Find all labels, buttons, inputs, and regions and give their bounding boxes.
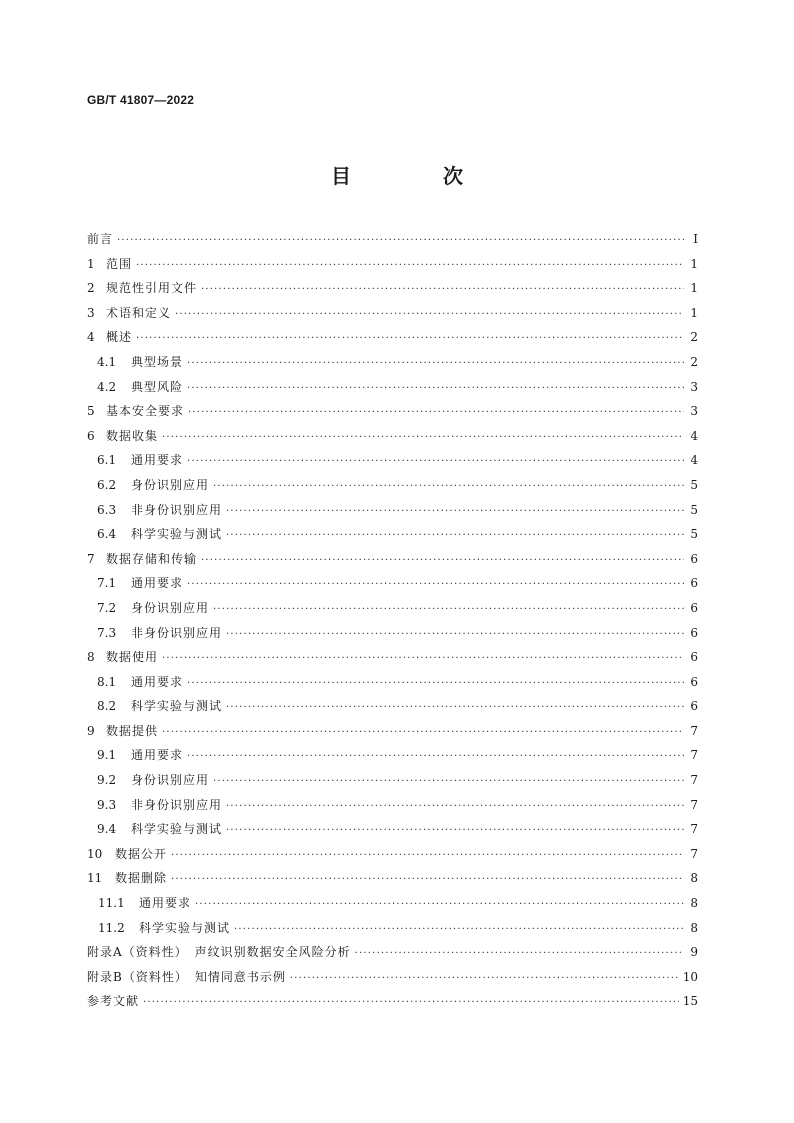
toc-entry-title: 数据提供 (106, 723, 159, 738)
toc-dot-leader (226, 623, 684, 648)
toc-entry-title: 通用要求 (131, 453, 184, 468)
toc-entry-number: 4.1 (97, 354, 117, 369)
standard-code-header: GB/T 41807—2022 (87, 93, 195, 107)
toc-entry-title: 数据删除 (115, 871, 168, 886)
toc-entry-page-number: 4 (690, 453, 698, 468)
toc-dot-leader (143, 991, 679, 1016)
toc-entry-number: 7.1 (97, 576, 117, 591)
toc-entry[interactable] (87, 350, 698, 375)
toc-entry-page-number: 3 (690, 379, 698, 394)
toc-entry-page-number: 6 (690, 551, 698, 566)
toc-entry-page-number: 6 (690, 650, 698, 665)
toc-entry[interactable] (87, 891, 698, 916)
toc-entry-page-number: 3 (690, 404, 698, 419)
toc-entry-page-number: 8 (690, 896, 698, 911)
toc-entry-page-number: 8 (690, 871, 698, 886)
toc-entry[interactable] (87, 743, 698, 768)
toc-entry-title: 科学实验与测试 (139, 920, 231, 935)
toc-entry[interactable] (87, 498, 698, 523)
toc-entry[interactable] (87, 645, 698, 670)
toc-entry-page-number: 1 (690, 256, 698, 271)
toc-entry-page-number: 6 (690, 600, 698, 615)
toc-entry-page-number: 6 (690, 576, 698, 591)
toc-entry[interactable] (87, 473, 698, 498)
toc-dot-leader (355, 942, 684, 967)
toc-dot-leader (213, 598, 684, 623)
toc-entry[interactable] (87, 522, 698, 547)
toc-entry[interactable] (87, 596, 698, 621)
toc-entry-page-number: 15 (682, 994, 698, 1009)
toc-dot-leader (187, 745, 684, 770)
toc-entry-page-number: 9 (690, 945, 698, 960)
table-of-contents (87, 227, 698, 1014)
toc-entry-number: 9.2 (97, 773, 117, 788)
toc-entry-number: 11 (87, 871, 103, 886)
toc-entry-number: 8.2 (97, 699, 117, 714)
toc-dot-leader (201, 278, 684, 303)
toc-entry-title: 科学实验与测试 (131, 527, 223, 542)
toc-entry-title: 非身份识别应用 (131, 502, 223, 517)
toc-entry[interactable] (87, 793, 698, 818)
toc-entry[interactable] (87, 670, 698, 695)
toc-dot-leader (136, 254, 684, 279)
toc-entry-title: 科学实验与测试 (131, 699, 223, 714)
toc-entry-page-number: 2 (690, 354, 698, 369)
toc-entry[interactable] (87, 916, 698, 941)
toc-entry[interactable] (87, 227, 698, 252)
toc-entry-title: 典型风险 (131, 379, 184, 394)
toc-entry-page-number: 7 (690, 723, 698, 738)
toc-entry-title: 数据使用 (106, 650, 159, 665)
toc-entry[interactable] (87, 375, 698, 400)
toc-dot-leader (195, 893, 684, 918)
toc-entry-title: 前言 (87, 232, 114, 246)
toc-dot-leader (226, 696, 684, 721)
toc-entry-title: 参考文献 (87, 994, 140, 1009)
toc-dot-leader (171, 868, 684, 893)
toc-entry-page-number: 10 (682, 969, 698, 984)
toc-entry-title: 身份识别应用 (131, 600, 210, 615)
toc-dot-leader (171, 844, 684, 869)
toc-entry-number: 6.2 (97, 477, 117, 492)
toc-entry[interactable] (87, 719, 698, 744)
toc-entry-page-number: 6 (690, 699, 698, 714)
toc-entry-number: 8.1 (97, 674, 117, 689)
toc-entry-page-number: 1 (690, 305, 698, 320)
toc-entry-page-number: 7 (690, 773, 698, 788)
toc-entry-page-number: 1 (690, 281, 698, 296)
toc-entry[interactable] (87, 621, 698, 646)
toc-entry-title: 附录B（资料性） 知情同意书示例 (87, 969, 286, 984)
toc-entry-page-number: 7 (690, 822, 698, 837)
toc-entry[interactable] (87, 768, 698, 793)
toc-entry[interactable] (87, 842, 698, 867)
toc-entry[interactable] (87, 276, 698, 301)
toc-entry-title: 数据公开 (115, 846, 168, 861)
toc-entry[interactable] (87, 940, 698, 965)
toc-entry-number: 11.2 (98, 920, 125, 935)
toc-entry-title: 概述 (106, 330, 133, 345)
toc-entry-title: 通用要求 (131, 674, 184, 689)
toc-entry-title: 规范性引用文件 (106, 281, 198, 296)
toc-entry[interactable] (87, 694, 698, 719)
toc-entry-number: 7.3 (97, 625, 117, 640)
toc-title: 目 次 (331, 164, 499, 188)
toc-entry-page-number: 6 (690, 674, 698, 689)
toc-entry-page-number: 5 (690, 502, 698, 517)
toc-entry-number: 7 (87, 551, 95, 566)
toc-entry[interactable] (87, 399, 698, 424)
toc-entry-number: 7.2 (97, 600, 117, 615)
toc-dot-leader (187, 573, 684, 598)
toc-dot-leader (201, 549, 684, 574)
toc-dot-leader (136, 327, 684, 352)
toc-dot-leader (226, 524, 684, 549)
toc-entry-title: 通用要求 (139, 896, 192, 911)
toc-entry-number: 9 (87, 723, 95, 738)
toc-entry-title: 身份识别应用 (131, 477, 210, 492)
toc-entry-number: 4.2 (97, 379, 117, 394)
toc-entry-title: 通用要求 (131, 576, 184, 591)
toc-entry-title: 数据存储和传输 (106, 551, 198, 566)
toc-entry-number: 6 (87, 428, 95, 443)
toc-dot-leader (187, 450, 684, 475)
toc-entry-title: 术语和定义 (106, 305, 172, 320)
toc-entry-page-number: 4 (690, 428, 698, 443)
toc-entry-title: 通用要求 (131, 748, 184, 763)
toc-dot-leader (117, 229, 684, 254)
toc-entry-number: 11.1 (98, 896, 125, 911)
toc-entry-title: 附录A（资料性） 声纹识别数据安全风险分析 (87, 945, 351, 960)
toc-entry-number: 9.1 (97, 748, 117, 763)
toc-entry-title: 非身份识别应用 (131, 625, 223, 640)
toc-entry[interactable] (87, 252, 698, 277)
toc-dot-leader (187, 377, 684, 402)
toc-dot-leader (234, 918, 684, 943)
toc-entry-number: 5 (87, 404, 95, 419)
toc-entry-number: 4 (87, 330, 95, 345)
toc-entry-number: 8 (87, 650, 95, 665)
toc-entry-page-number: 6 (690, 625, 698, 640)
toc-entry[interactable] (87, 325, 698, 350)
toc-entry-page-number: 5 (690, 477, 698, 492)
toc-dot-leader (213, 770, 684, 795)
toc-entry-number: 10 (87, 846, 103, 861)
toc-entry-number: 2 (87, 281, 95, 296)
toc-entry[interactable] (87, 547, 698, 572)
toc-dot-leader (290, 967, 679, 992)
toc-entry-number: 9.4 (97, 822, 117, 837)
toc-dot-leader (226, 500, 684, 525)
toc-entry-title: 科学实验与测试 (131, 822, 223, 837)
toc-entry-page-number: 5 (690, 527, 698, 542)
toc-entry-title: 典型场景 (131, 354, 184, 369)
toc-entry[interactable] (87, 571, 698, 596)
toc-entry-title: 身份识别应用 (131, 773, 210, 788)
toc-entry-number: 3 (87, 305, 95, 320)
toc-entry[interactable] (87, 448, 698, 473)
toc-entry-page-number: 7 (690, 846, 698, 861)
toc-dot-leader (213, 475, 684, 500)
toc-entry-title: 范围 (106, 256, 133, 271)
toc-entry-title: 非身份识别应用 (131, 797, 223, 812)
toc-entry-number: 6.3 (97, 502, 117, 517)
toc-dot-leader (162, 426, 684, 451)
toc-dot-leader (162, 647, 684, 672)
toc-dot-leader (187, 672, 684, 697)
toc-entry[interactable] (87, 301, 698, 326)
toc-dot-leader (188, 401, 684, 426)
toc-entry-page-number: Ⅰ (693, 232, 698, 246)
toc-entry-number: 9.3 (97, 797, 117, 812)
toc-entry[interactable] (87, 965, 698, 990)
toc-entry-page-number: 8 (690, 920, 698, 935)
toc-entry[interactable] (87, 989, 698, 1014)
toc-entry-page-number: 7 (690, 748, 698, 763)
toc-entry[interactable] (87, 424, 698, 449)
toc-entry-title: 数据收集 (106, 428, 159, 443)
toc-dot-leader (162, 721, 684, 746)
toc-entry-page-number: 7 (690, 797, 698, 812)
toc-entry-number: 1 (87, 256, 95, 271)
toc-entry-number: 6.1 (97, 453, 117, 468)
toc-entry-title: 基本安全要求 (106, 404, 185, 419)
toc-entry-page-number: 2 (690, 330, 698, 345)
toc-dot-leader (226, 795, 684, 820)
toc-entry-number: 6.4 (97, 527, 117, 542)
toc-entry[interactable] (87, 866, 698, 891)
toc-entry[interactable] (87, 817, 698, 842)
toc-dot-leader (175, 303, 684, 328)
toc-dot-leader (187, 352, 684, 377)
toc-dot-leader (226, 819, 684, 844)
